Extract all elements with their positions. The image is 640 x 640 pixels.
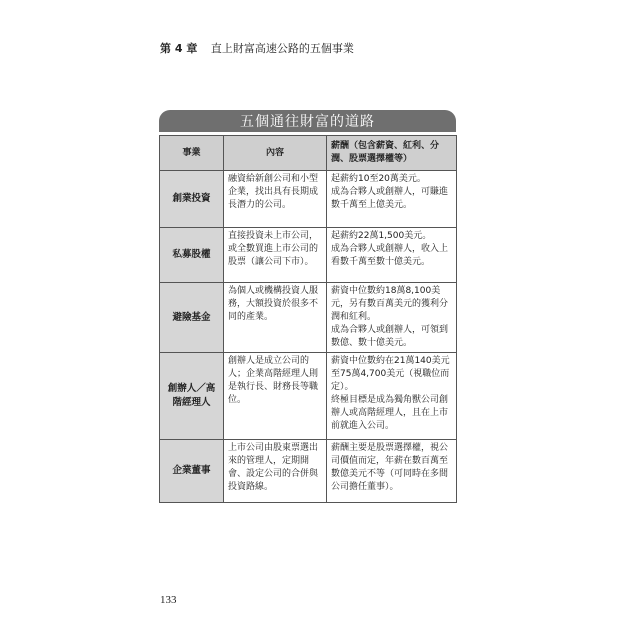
header-career: 事業 (160, 136, 224, 171)
chapter-label: 第 4 章 (160, 42, 198, 55)
table-row (160, 171, 457, 228)
header-content: 內容 (224, 136, 327, 171)
compensation-cell: 起薪約10至20萬美元。 成為合夥人或創辦人，可賺進數千萬至上億美元。 (327, 171, 457, 228)
header-compensation: 薪酬（包含薪資、紅利、分潤、股票選擇權等） (327, 136, 457, 171)
career-cell: 私募股權 (160, 228, 224, 283)
career-cell: 企業董事 (160, 440, 224, 503)
chapter-title: 直上財富高速公路的五個事業 (210, 42, 354, 55)
compensation-cell: 薪資中位數約18萬8,100美元，另有數百萬美元的獲利分潤和紅利。 成為合夥人或創辦人，可領到數億、數十億美元。 (327, 283, 457, 353)
page-number: 133 (160, 594, 177, 606)
content-cell: 創辦人是成立公司的人；企業高階經理人則是執行長、財務長等職位。 (224, 353, 327, 440)
table-row (160, 440, 457, 503)
compensation-cell: 起薪約22萬1,500美元。 成為合夥人或創辦人，收入上看數千萬至數十億美元。 (327, 228, 457, 283)
table-header-row (160, 136, 457, 171)
compensation-cell: 薪酬主要是股票選擇權，視公司價值而定，年薪在數百萬至數億美元不等（可同時在多間公司擔任董事）。 (327, 440, 457, 503)
running-header (160, 40, 354, 56)
content-cell: 直接投資未上市公司，或全數買進上市公司的股票（讓公司下市）。 (224, 228, 327, 283)
table-title: 五個通往財富的道路 (240, 114, 375, 130)
table-row (160, 283, 457, 353)
career-cell: 創業投資 (160, 171, 224, 228)
career-cell: 避險基金 (160, 283, 224, 353)
wealth-paths-table (159, 135, 457, 503)
content-cell: 融資給新創公司和小型企業，找出具有長期成長潛力的公司。 (224, 171, 327, 228)
table-row (160, 353, 457, 440)
content-cell: 為個人或機構投資人服務，大額投資於很多不同的產業。 (224, 283, 327, 353)
table-title-banner (159, 110, 456, 132)
compensation-cell: 薪資中位數約在21萬140美元至75萬4,700美元（視職位而定）。 終極目標是成為獨角獸公司創辦人或高階經理人，且在上市前就進入公司。 (327, 353, 457, 440)
content-cell: 上市公司由股東票選出來的管理人，定期開會、設定公司的合併與投資路線。 (224, 440, 327, 503)
table-row (160, 228, 457, 283)
career-cell: 創辦人／高階經理人 (160, 353, 224, 440)
